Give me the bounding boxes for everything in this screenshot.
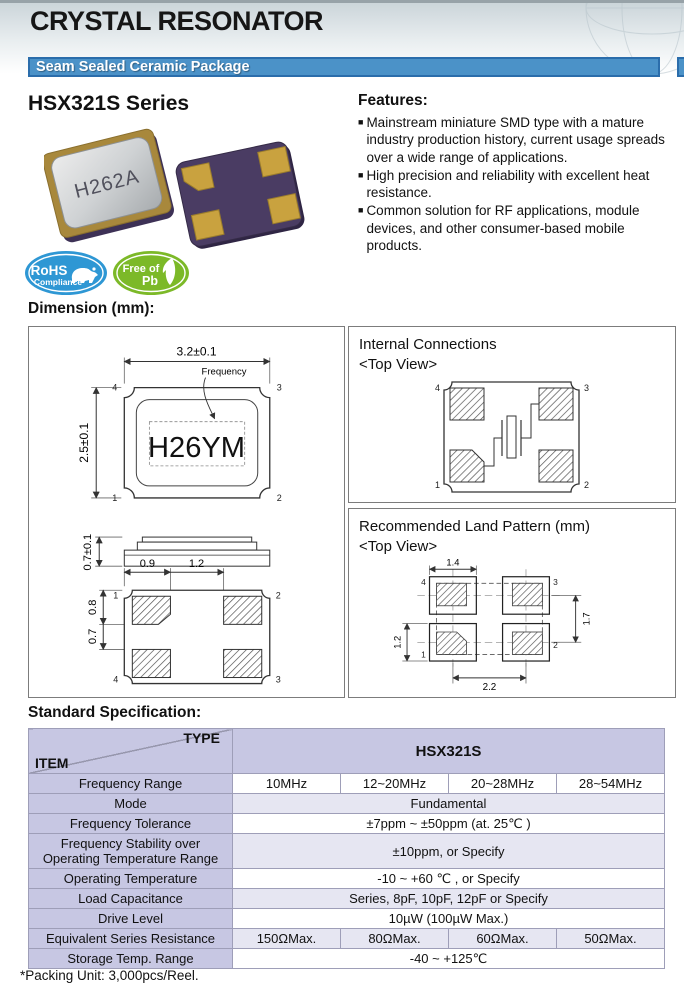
package-type-banner — [28, 57, 660, 77]
pin-label: 4 — [112, 382, 118, 393]
photo-top-view — [44, 127, 176, 244]
pad-width-label: 0.9 — [139, 558, 156, 571]
row-value: -40 ~ +125℃ — [233, 949, 665, 969]
lp-pad-height-label: 1.2 — [392, 635, 403, 649]
pin-label: 1 — [434, 480, 440, 490]
dim-width-label: 3.2±0.1 — [176, 344, 217, 359]
row-value: 60ΩMax. — [449, 929, 557, 949]
feature-item — [358, 114, 674, 166]
internal-connections-drawing — [359, 378, 663, 496]
row-item: Storage Temp. Range — [29, 949, 233, 969]
feature-text: Common solution for RF applications, module devices, and other consumer-based mobile products. — [366, 203, 640, 253]
row-item: Frequency Tolerance — [29, 814, 233, 834]
row-value: 20~28MHz — [449, 774, 557, 794]
table-row — [29, 774, 665, 794]
series-header-cell: HSX321S — [233, 729, 665, 774]
compliance-badges — [24, 250, 192, 301]
row-value: 12~20MHz — [341, 774, 449, 794]
top-edge-divider — [0, 0, 684, 3]
pin-label: 1 — [112, 492, 118, 503]
rohs-text: RoHS — [30, 263, 68, 278]
table-row — [29, 814, 665, 834]
rohs-badge — [25, 251, 107, 295]
pin-label: 2 — [276, 492, 282, 503]
lp-pad-width-label: 1.4 — [446, 558, 460, 568]
land-pattern-view: <Top View> — [359, 537, 438, 555]
row-value: 50ΩMax. — [557, 929, 665, 949]
row-value: -10 ~ +60 ℃ , or Specify — [233, 869, 665, 889]
banner-label: Seam Sealed Ceramic Package — [36, 59, 250, 75]
row-item: Operating Temperature — [29, 869, 233, 889]
page-title: CRYSTAL RESONATOR — [30, 6, 324, 36]
pin-label: 2 — [553, 639, 558, 650]
table-row — [29, 889, 665, 909]
row-item: Mode — [29, 794, 233, 814]
dimension-heading: Dimension (mm): — [28, 300, 155, 317]
row-value: ±7ppm ~ ±50ppm (at. 25℃ ) — [233, 814, 665, 834]
row-value: 10MHz — [233, 774, 341, 794]
table-row — [29, 909, 665, 929]
pin-label: 2 — [584, 480, 590, 490]
pin-label: 3 — [276, 382, 282, 393]
pin-label: 3 — [275, 674, 281, 685]
row-item: Frequency Range — [29, 774, 233, 794]
pad-gap-label: 1.2 — [188, 558, 205, 571]
features-list — [358, 114, 674, 254]
pin-label: 3 — [584, 383, 590, 393]
dim-thickness-label: 0.7±0.1 — [82, 533, 95, 571]
photo-bottom-view — [174, 140, 306, 251]
row-value: Series, 8pF, 10pF, 12pF or Specify — [233, 889, 665, 909]
row-item: Load Capacitance — [29, 889, 233, 909]
pin-label: 4 — [113, 674, 119, 685]
feature-text: Mainstream miniature SMD type with a mature industry production history, current usage spreads over a wide range of applications. — [366, 115, 665, 165]
pin-label: 4 — [434, 383, 440, 393]
pin-label: 4 — [421, 577, 426, 588]
bullet-square-icon: ■ — [358, 117, 364, 127]
lp-pitch-h-label: 2.2 — [482, 682, 497, 691]
specification-table — [28, 728, 665, 969]
item-label: ITEM — [35, 755, 69, 771]
features-heading: Features: — [358, 92, 428, 109]
feature-text: High precision and reliability with excellent heat resistance. — [366, 167, 650, 201]
banner-fragment — [677, 57, 684, 77]
table-row — [29, 794, 665, 814]
features-section — [358, 92, 674, 255]
land-pattern-box — [348, 508, 676, 698]
pb-text: Pb — [142, 274, 158, 288]
dim-height-label: 2.5±0.1 — [77, 422, 92, 463]
packing-unit-footnote: *Packing Unit: 3,000pcs/Reel. — [20, 968, 199, 983]
globe-decoration-icon — [534, 0, 684, 92]
internal-connections-box — [348, 326, 676, 503]
lead-free-badge — [113, 251, 189, 295]
table-row — [29, 869, 665, 889]
marking-text: H26YM — [148, 431, 246, 464]
free-of-text: Free of — [122, 263, 160, 275]
row-item: Drive Level — [29, 909, 233, 929]
row-value: 28~54MHz — [557, 774, 665, 794]
bullet-square-icon: ■ — [358, 169, 364, 180]
dimension-drawing-box — [28, 326, 345, 698]
frequency-note-label: Frequency — [201, 366, 247, 378]
row-value: ±10ppm, or Specify — [233, 834, 665, 869]
specification-heading: Standard Specification: — [28, 704, 202, 721]
table-header-row — [29, 729, 665, 774]
internal-connections-title: Internal Connections — [359, 336, 497, 353]
bullet-square-icon: ■ — [358, 205, 364, 216]
table-row — [29, 949, 665, 969]
pin-label: 2 — [275, 590, 281, 601]
land-pattern-drawing — [359, 558, 663, 691]
pad-height-label: 0.8 — [87, 599, 100, 615]
dimension-drawing — [29, 327, 344, 697]
pin-label: 3 — [553, 577, 558, 588]
lp-pitch-v-label: 1.7 — [581, 612, 592, 626]
product-photos — [44, 118, 310, 259]
type-label: TYPE — [183, 730, 220, 746]
page-header — [0, 0, 684, 92]
row-value: 80ΩMax. — [341, 929, 449, 949]
feature-item — [358, 202, 674, 254]
row-value: 10µW (100µW Max.) — [233, 909, 665, 929]
row-item: Frequency Stability over Operating Temperature Range — [29, 834, 233, 869]
series-title: HSX321S Series — [28, 92, 190, 115]
corner-cell — [29, 729, 233, 774]
pin-label: 1 — [113, 590, 119, 601]
row-item: Equivalent Series Resistance — [29, 929, 233, 949]
pad-vgap-label: 0.7 — [87, 628, 100, 645]
row-value: Fundamental — [233, 794, 665, 814]
crystal-photos-illustration — [44, 118, 310, 254]
table-row — [29, 929, 665, 949]
feature-item — [358, 167, 674, 202]
table-row — [29, 834, 665, 869]
photo-marking-text: H262A — [72, 165, 142, 203]
rohs-compliance-text: Compliance — [33, 277, 83, 287]
internal-connections-view: <Top View> — [359, 355, 438, 373]
pin-label: 1 — [421, 649, 426, 660]
land-pattern-title: Recommended Land Pattern (mm) — [359, 518, 590, 535]
row-value: 150ΩMax. — [233, 929, 341, 949]
